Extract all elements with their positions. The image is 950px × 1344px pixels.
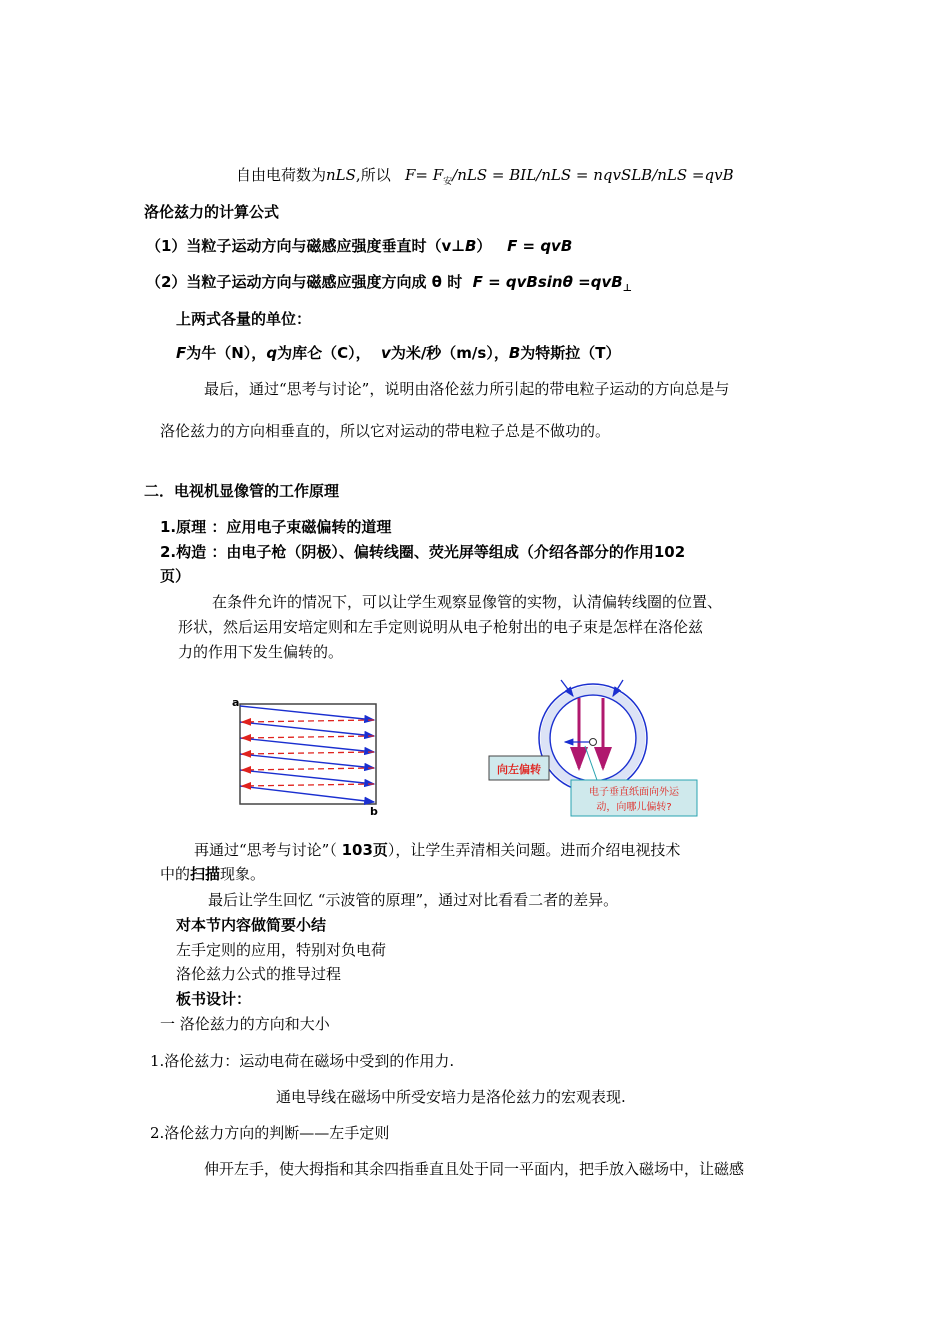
case2-formula: F = qvBsinθ =qvB	[472, 273, 623, 291]
derivation-line	[236, 165, 734, 192]
unit-b-symbol: B	[508, 344, 521, 362]
case2-line	[146, 272, 632, 299]
calc-heading: 洛伦兹力的计算公式	[144, 203, 280, 221]
unit-q-symbol: q	[266, 344, 278, 362]
unit-f-symbol: F	[176, 344, 187, 362]
para2-line1: 在条件允许的情况下，可以让学生观察显像管的实物，认清偏转线圈的位置、	[212, 593, 723, 611]
case1-close: ）	[476, 237, 492, 255]
unit-v-symbol: v	[381, 344, 391, 362]
units-heading: 上两式各量的单位：	[176, 310, 312, 328]
board-line-1: 一 洛伦兹力的方向和大小	[160, 1015, 330, 1033]
para1-line1: 最后，通过“思考与讨论”，说明由洛伦兹力所引起的带电粒子运动的方向总是与	[204, 380, 730, 398]
para2-line3: 力的作用下发生偏转的。	[178, 643, 344, 661]
summary-heading: 对本节内容做简要小结	[176, 916, 327, 934]
unit-v-text: 为米/秒（m/s），	[390, 344, 509, 362]
case1-b: B	[464, 237, 477, 255]
para4: 最后让学生回忆 “示波管的原理”，通过对比看看二者的差异。	[208, 891, 619, 909]
deflection-coil-figure	[485, 672, 705, 818]
para3-scan-term: 扫描	[190, 865, 221, 883]
para2-line2: 形状，然后运用安培定则和左手定则说明从电子枪射出的电子束是怎样在洛伦兹	[178, 618, 704, 636]
unit-q-text: 为库仑（C），	[277, 344, 371, 362]
board-line-4: 2.洛伦兹力方向的判断——左手定则	[150, 1124, 390, 1142]
board-line-3: 通电导线在磁场中所受安培力是洛伦兹力的宏观表现.	[276, 1088, 626, 1106]
label-a: a	[232, 696, 240, 709]
electron-dot	[590, 739, 597, 746]
para1-line2: 洛伦兹力的方向相垂直的，所以它对运动的带电粒子总是不做功的。	[160, 422, 611, 440]
board-heading: 板书设计：	[176, 990, 252, 1008]
structure-line2: 页）	[160, 567, 191, 585]
unit-b-text: 为特斯拉（T）	[520, 344, 621, 362]
callout-text-line2: 动，向哪儿偏转?	[596, 802, 672, 813]
derivation-so: ,所以	[355, 166, 391, 184]
para3-l1-a: 再通过“思考与讨论”（	[194, 841, 342, 859]
summary-item-1: 左手定则的应用，特别对负电荷	[176, 941, 387, 959]
case1-formula: F = qvB	[507, 237, 573, 255]
derivation-nls: nLS	[326, 166, 356, 184]
case1-line	[146, 236, 572, 256]
summary-item-2: 洛伦兹力公式的推导过程	[176, 965, 342, 983]
para3-line2	[160, 864, 265, 884]
units-line	[176, 343, 621, 363]
label-left-deflect: 向左偏转	[497, 763, 541, 776]
derivation-formula-a: F= F	[405, 166, 444, 184]
raster-scan-figure	[228, 692, 388, 818]
derivation-subscript: 安	[443, 177, 453, 187]
para3-l1-c: ），让学生弄清相关问题。进而介绍电视技术	[387, 841, 681, 859]
para3-line1	[194, 840, 680, 860]
para3-page-ref: 103页	[341, 841, 388, 859]
unit-f-text: 为牛（N），	[186, 344, 267, 362]
case1-text: （1）当粒子运动方向与磁感应强度垂直时（v⊥	[146, 237, 465, 255]
callout-text-line1: 电子垂直纸面向外运	[589, 787, 679, 798]
structure-line1: 2.构造 ：由电子枪（阴极）、偏转线圈、荧光屏等组成（介绍各部分的作用102	[160, 543, 686, 561]
para3-l2-c: 现象。	[220, 865, 266, 883]
case2-subscript: ⊥	[622, 283, 632, 294]
label-b: b	[370, 805, 378, 818]
derivation-prefix: 自由电荷数为	[236, 166, 327, 184]
derivation-formula-b: /nLS = BIL/nLS = nqvSLB/nLS =qvB	[452, 166, 734, 184]
board-line-2: 1.洛伦兹力：运动电荷在磁场中受到的作用力.	[150, 1052, 455, 1070]
case2-text: （2）当粒子运动方向与磁感应强度方向成 θ 时	[146, 273, 463, 291]
principle-line: 1.原理 ：应用电子束磁偏转的道理	[160, 518, 392, 536]
para3-l2-a: 中的	[160, 865, 191, 883]
section2-heading: 二．电视机显像管的工作原理	[144, 482, 340, 500]
board-line-5: 伸开左手，使大拇指和其余四指垂直且处于同一平面内，把手放入磁场中，让磁感	[204, 1160, 745, 1178]
